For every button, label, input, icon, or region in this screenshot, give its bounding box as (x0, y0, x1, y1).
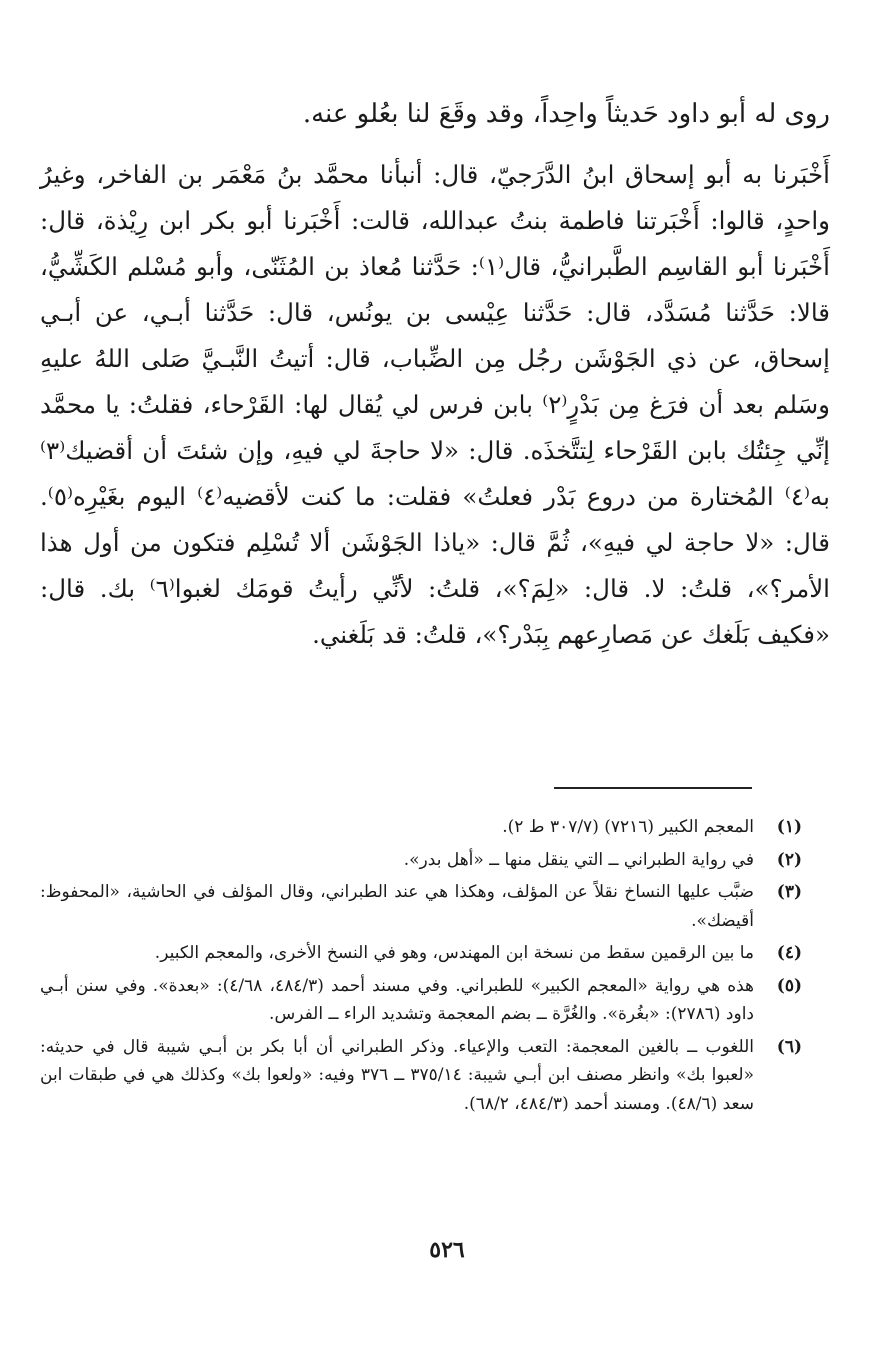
hadith-text: أَخْبَرنا به أبو إسحاق ابنُ الدَّرَجيّ، قال: أنبأنا محمَّد بنُ مَعْمَر بن الفاخر، وغيرُ واحدٍ، قالوا: أَخْبَرتنا فاطمة بنتُ عبدالله، قالت: أَخْبَرنا أبو بكر ابن رِيْذة، قال: أَخْبَرنا أبو القاسِم الطَّبرانيُّ، قال⁽١⁾: حَدَّثنا مُعاذ بن المُثَنّى، وأبو مُسْلم الكَشِّيُّ، قالا: حَدَّثنا مُسَدَّد، قال: حَدَّثنا عِيْسى بن يونُس، قال: حَدَّثنا أبـي، عن أبـي إسحاق، عن ذي الجَوْشَن رجُل مِن الضِّباب، قال: أتيتُ النَّبـيَّ صَلى اللهُ عليهِ وسَلم بعد أن فرَغ مِن بَدْرٍ⁽٢⁾ بابن فرس لي يُقال لها: القَرْحاء، فقلتُ: يا محمَّد إنِّي جِئتُك بابن القَرْحاء لِتتَّخذَه. قال: «لا حاجةَ لي فيهِ، وإن شئتَ أن أقضيك⁽٣⁾ به⁽٤⁾ المُختارة من دروع بَدْر فعلتُ» فقلت: ما كنت لأقضيه⁽٤⁾ اليوم بغَيْرِه⁽٥⁾. قال: «لا حاجة لي فيهِ»، ثُمَّ قال: «ياذا الجَوْشَن ألا تُسْلِم فتكون من أول هذا الأمر؟»، قلتُ: لا. قال: «لِمَ؟»، قلتُ: لأنِّي رأيتُ قومَك لغبوا⁽٦⁾ بك. قال: «فكيف بَلَغك عن مَصارِعهم بِبَدْر؟»، قلتُ: قد بَلَغني. (40, 160, 830, 649)
footnote-separator (554, 787, 752, 789)
footnote-text: ما بين الرقمين سقط من نسخة ابن المهندس، وهو في النسخ الأخرى، والمعجم الكبير. (154, 943, 754, 963)
footnote (40, 813, 802, 842)
footnote-number: (٣) (776, 882, 802, 902)
footnote-number: (٢) (776, 849, 802, 870)
footnote-number: (٦) (776, 1036, 802, 1057)
footnote (40, 878, 802, 935)
footnote-text: ضبَّب عليها النساخ نقلاً عن المؤلف، وهكذا هي عند الطبراني، وقال المؤلف في الحاشية، «المحفوظ: أقيضك». (40, 882, 754, 931)
footnote-text: هذه هي رواية «المعجم الكبير» للطبراني. وفي مسند أحمد (٤٨٤/٣، ٤/٦٨): «بعدة». وفي سنن أبـي داود (٢٧٨٦): «بغُرة». والغُرَّة ــ بضم المعجمة وتشديد الراء ــ الفرس. (40, 975, 755, 1024)
footnote-number: (١) (776, 817, 802, 837)
footnote-number: (٤) (776, 943, 802, 963)
footnote-text: المعجم الكبير (٧٢١٦) (٣٠٧/٧ ط ٢). (502, 817, 754, 837)
footnote (40, 1033, 802, 1119)
footnote (40, 939, 802, 968)
footnotes (40, 813, 802, 1122)
intro-line: روى له أبو داود حَديثاً واحِداً، وقد وقَعَ لنا بعُلو عنه. (302, 99, 830, 129)
footnote-text: اللغوب ــ بالغين المعجمة: التعب والإعياء. وذكر الطبراني أن أبا بكر بن أبـي شيبة قال في حديثه: «لعبوا بك» وانظر مصنف ابن أبـي شيبة: ٣٧٥/١٤ ــ ٣٧٦ وفيه: «ولعوا بك» وكذلك هي في طبقات ابن سعد (٤٨/٦). ومسند أحمد (٤٨٤/٣، ٦٨/٢). (40, 1036, 754, 1114)
footnote-text: في رواية الطبراني ــ التي ينقل منها ــ «أهل بدر». (403, 849, 754, 870)
footnote (40, 972, 802, 1029)
footnote-number: (٥) (776, 975, 802, 996)
page-number: ٥٢٦ (429, 1237, 465, 1263)
footnote (40, 846, 802, 875)
